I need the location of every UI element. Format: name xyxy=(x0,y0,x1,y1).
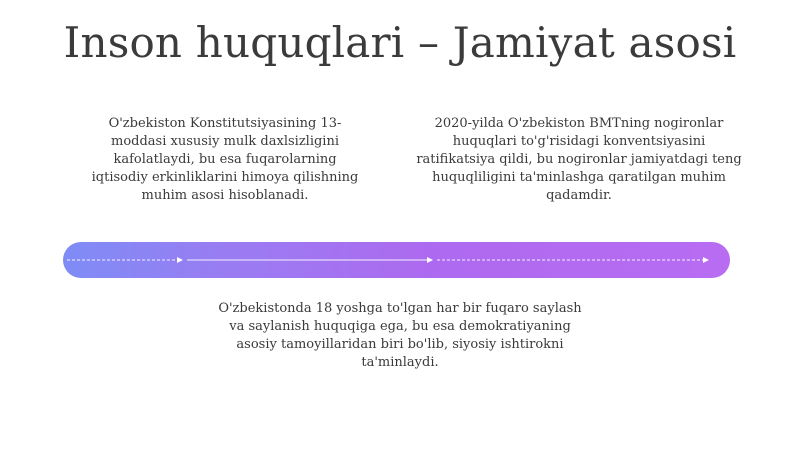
arrow-head-3 xyxy=(703,257,709,263)
text-block-bottom: O'zbekistonda 18 yoshga to'lgan har bir fuqaro saylash va saylanish huquqiga ega, bu esa demokratiyaning asosiy tamoyillaridan biri bo'lib, siyosiy ishtirokni ta'minlaydi. xyxy=(218,301,582,370)
timeline-arrows xyxy=(63,242,730,278)
arrow-head-2 xyxy=(427,257,433,263)
text-block-right: 2020-yilda O'zbekiston BMTning nogironlar huquqlari to'g'risidagi konventsiyasini ratifikatsiya qildi, bu nogironlar jamiyatdagi teng huquqliligini ta'minlashga qaratilgan muhim qadamdir. xyxy=(416,116,742,203)
timeline-bar xyxy=(63,242,730,278)
arrow-head-1 xyxy=(177,257,183,263)
page-title: Inson huquqlari – Jamiyat asosi xyxy=(63,18,737,67)
text-block-left: O'zbekiston Konstitutsiyasining 13-moddasi xususiy mulk daxlsizligini kafolatlaydi, bu esa fuqarolarning iqtisodiy erkinliklarini himoya qilishning muhim asosi hisoblanadi. xyxy=(91,116,359,203)
